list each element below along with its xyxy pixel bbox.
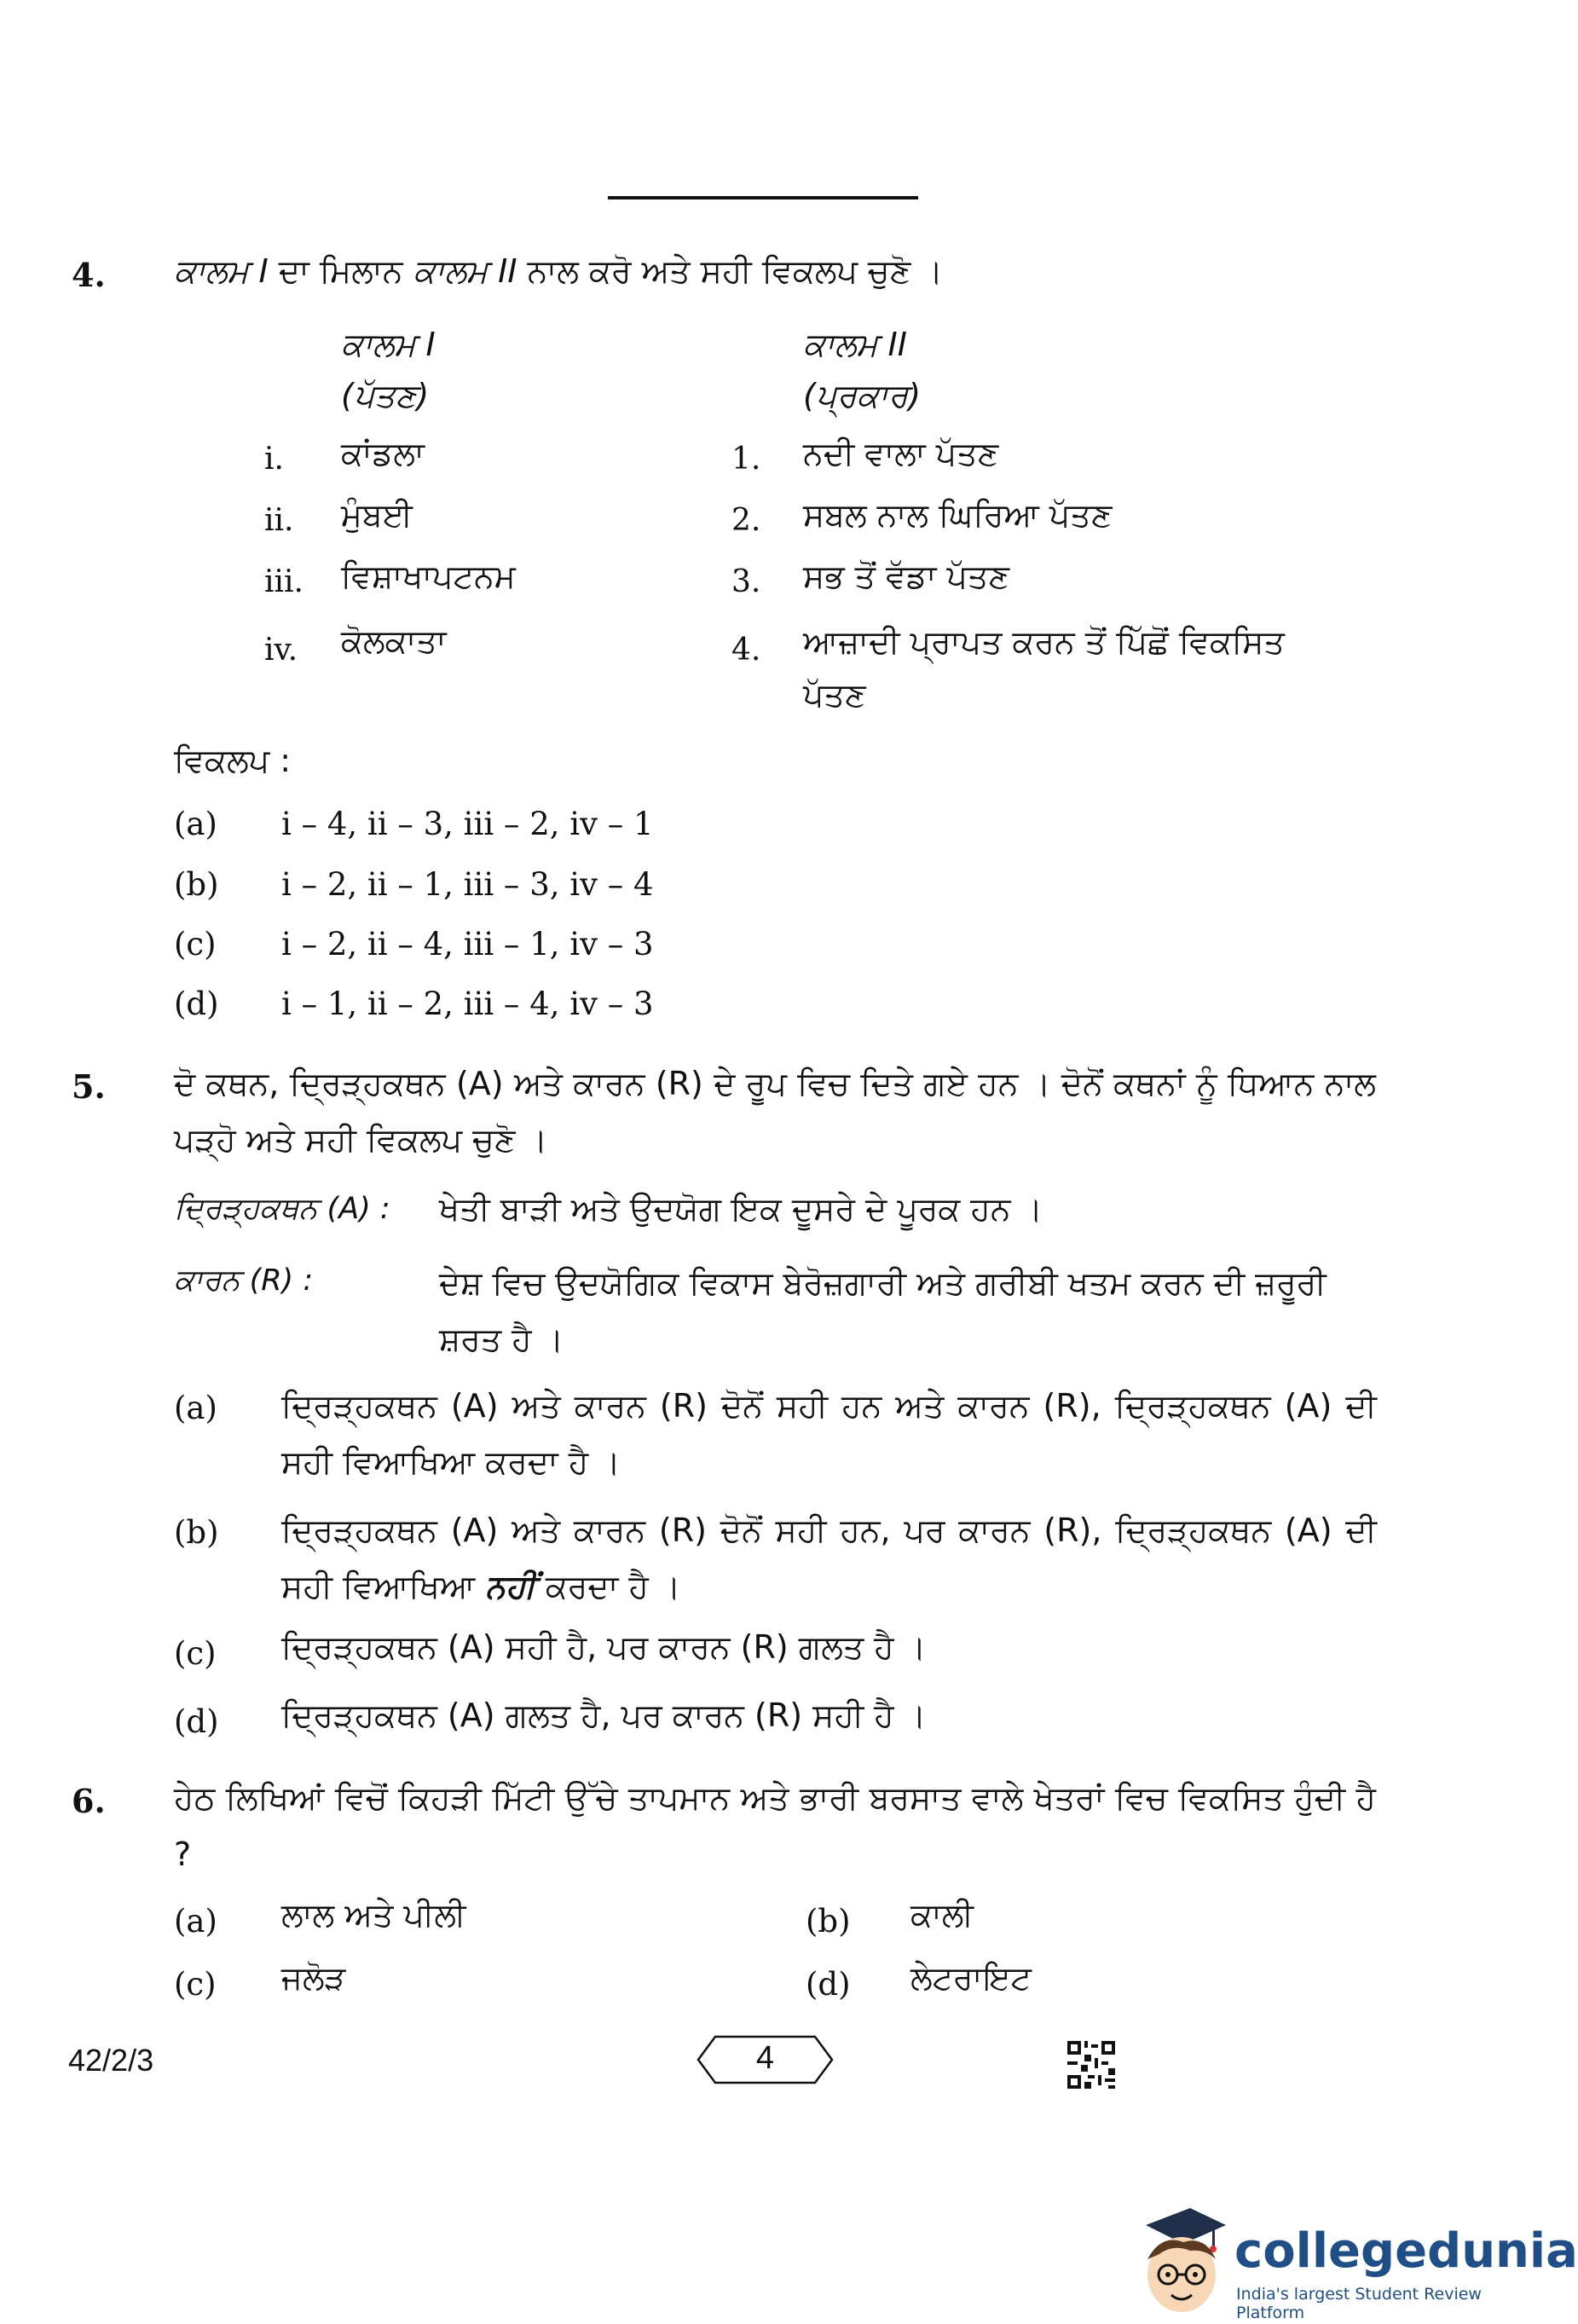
column2-subheading: (ਪ੍ਰਕਾਰ) bbox=[803, 377, 922, 414]
option-text: i – 1, ii – 2, iii – 4, iv – 3 bbox=[281, 986, 654, 1022]
column2-item-number: 1. bbox=[731, 442, 761, 477]
page-number-badge bbox=[695, 2033, 835, 2086]
collegedunia-logo bbox=[1130, 2200, 1578, 2322]
stem-part: ਦਾ ਮਿਲਾਨ bbox=[268, 252, 413, 290]
question-stem bbox=[174, 252, 943, 291]
question-number: 4. bbox=[72, 256, 106, 294]
option-label: (c) bbox=[174, 1966, 217, 2003]
stem-part: ਨਾਲ ਕਰੋ ਅਤੇ ਸਹੀ ਵਿਕਲਪ ਚੁਣੋ । bbox=[517, 252, 944, 290]
option-text: ਲਾਲ ਅਤੇ ਪੀਲੀ bbox=[281, 1896, 466, 1934]
column1-item: ਵਿਸ਼ਾਖਾਪਟਨਮ bbox=[341, 558, 516, 595]
stem-column1-ref: ਕਾਲਮ I bbox=[174, 252, 269, 290]
option-text bbox=[281, 1502, 1377, 1615]
brand-tagline: India's largest Student Review Platform bbox=[1236, 2285, 1482, 2322]
paper-code: 42/2/3 bbox=[68, 2043, 154, 2078]
question-number: 5. bbox=[72, 1067, 106, 1106]
option-label: (d) bbox=[174, 986, 219, 1022]
option-text: ਜਲੋੜ bbox=[281, 1959, 346, 1997]
stem-column2-ref: ਕਾਲਮ II bbox=[413, 252, 517, 290]
column1-item-number: iii. bbox=[264, 564, 303, 599]
column2-item: ਸਭ ਤੋਂ ਵੱਡਾ ਪੱਤਣ bbox=[803, 558, 1010, 595]
top-divider bbox=[608, 196, 918, 199]
option-label: (b) bbox=[174, 866, 219, 903]
column2-item-number: 4. bbox=[731, 633, 761, 668]
option-label: (a) bbox=[174, 1390, 217, 1426]
column2-item: ਸਬਲ ਨਾਲ ਘਿਰਿਆ ਪੱਤਣ bbox=[803, 496, 1113, 534]
question-number: 6. bbox=[72, 1782, 106, 1820]
mascot-icon bbox=[1130, 2200, 1233, 2319]
option-text: ਦ੍ਰਿੜ੍ਹਕਥਨ (A) ਸਹੀ ਹੈ, ਪਰ ਕਾਰਨ (R) ਗਲਤ ਹੈ । bbox=[281, 1628, 927, 1666]
reason-text: ਦੇਸ਼ ਵਿਚ ਉਦਯੋਗਿਕ ਵਿਕਾਸ ਬੇਰੋਜ਼ਗਾਰੀ ਅਤੇ ਗਰੀਬੀ ਖਤਮ ਕਰਨ ਦੀ ਜ਼ਰੂਰੀ ਸ਼ਰਤ ਹੈ । bbox=[439, 1264, 1327, 1358]
reason-label: ਕਾਰਨ (R) : bbox=[174, 1263, 314, 1298]
option-text-part: ਕਰਦਾ ਹੈ । bbox=[535, 1568, 681, 1605]
column1-heading: ਕਾਲਮ I bbox=[341, 326, 436, 363]
column2-item: ਆਜ਼ਾਦੀ ਪ੍ਰਾਪਤ ਕਰਨ ਤੋਂ ਪਿੱਛੋਂ ਵਿਕਸਿਤ ਪੱਤਣ bbox=[803, 623, 1285, 714]
qr-code-icon bbox=[1067, 2041, 1115, 2089]
option-text: i – 4, ii – 3, iii – 2, iv – 1 bbox=[281, 806, 654, 842]
options-heading: ਵਿਕਲਪ : bbox=[174, 742, 292, 779]
column1-item-number: ii. bbox=[264, 503, 294, 538]
column2-item-number: 2. bbox=[731, 503, 761, 538]
column1-item: ਮੁੰਬਈ bbox=[341, 496, 413, 534]
emphasis-not: ਨਹੀਂ bbox=[485, 1568, 535, 1605]
column2-heading: ਕਾਲਮ II bbox=[803, 326, 907, 363]
option-label: (c) bbox=[174, 926, 217, 963]
column1-item: ਕਾਂਡਲਾ bbox=[341, 435, 425, 472]
option-label: (a) bbox=[174, 806, 217, 842]
option-text: i – 2, ii – 4, iii – 1, iv – 3 bbox=[281, 926, 654, 963]
option-text: ਕਾਲੀ bbox=[910, 1896, 974, 1934]
column1-item-number: i. bbox=[264, 442, 284, 477]
column1-subheading: (ਪੱਤਣ) bbox=[341, 377, 430, 414]
column2-item: ਨਦੀ ਵਾਲਾ ਪੱਤਣ bbox=[803, 435, 999, 472]
option-text: ਦ੍ਰਿੜ੍ਹਕਥਨ (A) ਗਲਤ ਹੈ, ਪਰ ਕਾਰਨ (R) ਸਹੀ ਹੈ । bbox=[281, 1697, 927, 1734]
option-label: (b) bbox=[174, 1514, 219, 1551]
brand-name: collegedunia bbox=[1234, 2223, 1578, 2279]
question-stem: ਹੇਠ ਲਿਖਿਆਂ ਵਿਚੋਂ ਕਿਹੜੀ ਮਿੱਟੀ ਉੱਚੇ ਤਾਪਮਾਨ ਅਤੇ ਭਾਰੀ ਬਰਸਾਤ ਵਾਲੇ ਖੇਤਰਾਂ ਵਿਚ ਵਿਕਸਿਤ ਹੁੰਦੀ ਹੈ ? bbox=[174, 1779, 1376, 1873]
question-stem: ਦੋ ਕਥਨ, ਦ੍ਰਿੜ੍ਹਕਥਨ (A) ਅਤੇ ਕਾਰਨ (R) ਦੇ ਰੂਪ ਵਿਚ ਦਿਤੇ ਗਏ ਹਨ । ਦੋਨੋਂ ਕਥਨਾਂ ਨੂੰ ਧਿਆਨ ਨਾਲ ਪੜ੍ਹੋ ਅਤੇ ਸਹੀ ਵਿਕਲਪ ਚੁਣੋ । bbox=[174, 1065, 1376, 1159]
option-label: (c) bbox=[174, 1635, 217, 1672]
option-text: ਲੇਟਰਾਇਟ bbox=[910, 1959, 1032, 1997]
assertion-label: ਦ੍ਰਿੜ੍ਹਕਥਨ (A) : bbox=[174, 1192, 390, 1226]
option-label: (d) bbox=[806, 1966, 851, 2003]
assertion-text: ਖੇਤੀ ਬਾੜੀ ਅਤੇ ਉਦਯੋਗ ਇਕ ਦੂਸਰੇ ਦੇ ਪੂਰਕ ਹਨ । bbox=[439, 1190, 1043, 1228]
column2-item-number: 3. bbox=[731, 564, 761, 599]
option-label: (a) bbox=[174, 1903, 217, 1940]
option-label: (d) bbox=[174, 1703, 219, 1740]
option-text-part: ਦ੍ਰਿੜ੍ਹਕਥਨ (A) ਅਤੇ ਕਾਰਨ (R) ਦੋਨੋਂ ਸਹੀ ਹਨ, ਪਰ ਕਾਰਨ (R), ਦ੍ਰਿੜ੍ਹਕਥਨ (A) ਦੀ ਸਹੀ ਵਿਆਖਿਆ bbox=[281, 1512, 1377, 1605]
option-text: ਦ੍ਰਿੜ੍ਹਕਥਨ (A) ਅਤੇ ਕਾਰਨ (R) ਦੋਨੋਂ ਸਹੀ ਹਨ ਅਤੇ ਕਾਰਨ (R), ਦ੍ਰਿੜ੍ਹਕਥਨ (A) ਦੀ ਸਹੀ ਵਿਆਖਿਆ ਕਰਦਾ ਹੈ । bbox=[281, 1387, 1377, 1481]
option-label: (b) bbox=[806, 1903, 851, 1940]
column1-item: ਕੋਲਕਾਤਾ bbox=[341, 622, 447, 660]
column1-item-number: iv. bbox=[264, 633, 298, 668]
page-number: 4 bbox=[755, 2040, 775, 2076]
option-text: i – 2, ii – 1, iii – 3, iv – 4 bbox=[281, 866, 654, 903]
